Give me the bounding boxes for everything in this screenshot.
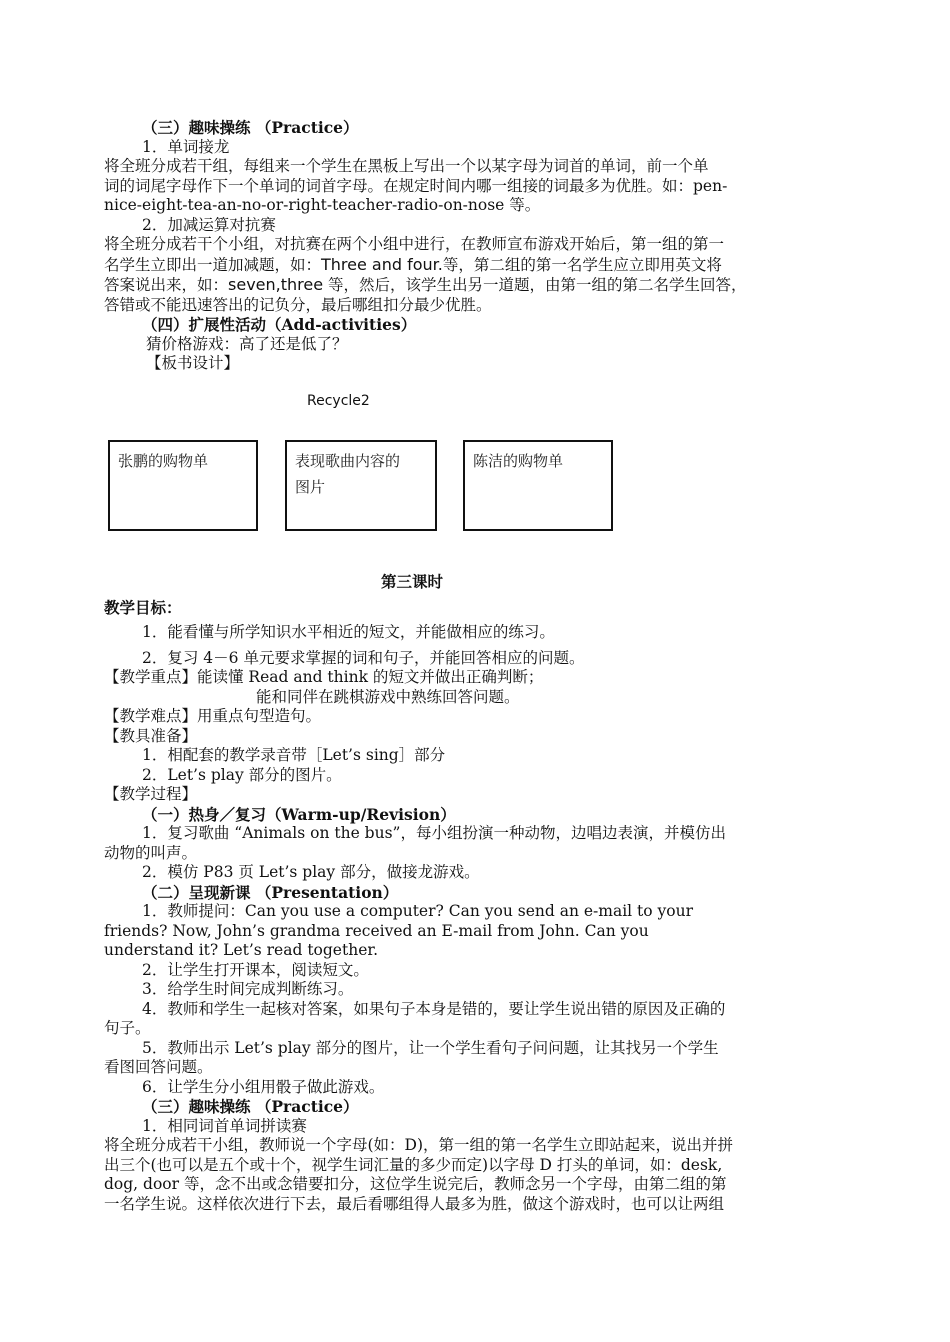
text-span: 等，第二组的第一名学生应立即用英文将 [442, 255, 722, 274]
section-heading: （二）呈现新课 （Presentation） [142, 882, 399, 902]
paragraph-line: 5．教师出示 Let’s play 部分的图片，让一个学生看句子问问题，让其找另一个学生 [142, 1038, 719, 1057]
paragraph-line: nice-eight-tea-an-no-or-right-teacher-radio-on-nose 等。 [104, 196, 541, 214]
paragraph-line: 将全班分成若干组，每组来一个学生在黑板上写出一个以某字母为词首的单词，前一个单 [104, 157, 709, 175]
text-span: seven,three [228, 275, 324, 294]
box-label: 张鹏的购物单 [118, 452, 209, 470]
paragraph-line: dog, door 等，念不出或念错要扣分，这位学生说完后，教师念另一个字母，由第二组的第 [104, 1175, 727, 1193]
paragraph-line: 2．模仿 P83 页 Let’s play 部分，做接龙游戏。 [142, 863, 480, 881]
section-heading: （一）热身／复习（Warm-up/Revision） [142, 804, 456, 824]
paragraph-line [104, 275, 848, 296]
paragraph-line: 动物的叫声。 [104, 843, 198, 862]
box-label: 图片 [295, 478, 326, 496]
item-title: 2．加减运算对抗赛 [142, 215, 276, 234]
board-title: Recycle2 [307, 393, 370, 409]
paragraph-line: 答错或不能迅速答出的记负分，最后哪组扣分最少优胜。 [104, 295, 492, 314]
tool-item: 2．Let’s play 部分的图片。 [142, 765, 342, 784]
section-heading: （四）扩展性活动（Add-activities） [142, 315, 417, 334]
paragraph-line: 1．教师提问：Can you use a computer? Can you send an e-mail to your [142, 902, 694, 920]
paragraph-line: 1．复习歌曲 “Animals on the bus”，每小组扮演一种动物，边唱边表演，并模仿出 [142, 824, 726, 842]
paragraph-line: 4．教师和学生一起核对答案，如果句子本身是错的，要让学生说出错的原因及正确的 [142, 999, 726, 1018]
paragraph-line: 将全班分成若干个小组，对抗赛在两个小组中进行，在教师宣布游戏开始后，第一组的第一 [104, 235, 725, 253]
section-heading: （三）趣味操练 （Practice） [142, 1097, 359, 1116]
section-heading: （三）趣味操练 （Practice） [142, 118, 359, 137]
paragraph-line: 句子。 [104, 1019, 151, 1037]
lesson-title: 第三课时 [380, 572, 443, 591]
paragraph-line: 看图回答问题。 [104, 1058, 213, 1076]
paragraph-line: 出三个(也可以是五个或十个，视学生词汇量的多少而定)以字母 D 打头的单词，如：desk, [104, 1155, 723, 1174]
board-box-song-pictures [285, 440, 437, 531]
paragraph-line: 3．给学生时间完成判断练习。 [142, 980, 354, 998]
paragraph-line: 猜价格游戏：高了还是低了？ [146, 334, 348, 353]
box-label: 陈洁的购物单 [473, 452, 564, 470]
board-box-zhangpeng [108, 440, 258, 531]
key-points-cont: 能和同伴在跳棋游戏中熟练回答问题。 [256, 687, 520, 706]
key-points: 【教学重点】能读懂 Read and think 的短文并做出正确判断； [104, 668, 544, 686]
board-design-label: 【板书设计】 [146, 354, 240, 372]
paragraph-line: friends? Now, John’s grandma received an E-mail from John. Can you [104, 921, 649, 940]
objectives-label: 教学目标： [104, 597, 182, 617]
paragraph-line: 2．让学生打开课本，阅读短文。 [142, 960, 369, 979]
document-page [104, 118, 848, 374]
text-span: Three and four. [321, 254, 443, 274]
tools-label: 【教具准备】 [104, 726, 198, 745]
lesson-3 [104, 572, 848, 1214]
paragraph-line: understand it? Let’s read together. [104, 941, 378, 959]
objective-item: 2．复习 4－6 单元要求掌握的词和句子，并能回答相应的问题。 [142, 648, 585, 667]
item-title: 1．单词接龙 [142, 137, 230, 156]
paragraph-line: 一名学生说。这样依次进行下去，最后看哪组得人最多为胜，做这个游戏时，也可以让两组 [104, 1194, 725, 1213]
difficulty: 【教学难点】用重点句型造句。 [104, 707, 322, 725]
paragraph-line: 6．让学生分小组用骰子做此游戏。 [142, 1077, 385, 1096]
box-label: 表现歌曲内容的 [295, 452, 401, 470]
paragraph-line [104, 255, 848, 276]
paragraph-line: 词的词尾字母作下一个单词的词首字母。在规定时间内哪一组接的词最多为优胜。如：pen- [104, 176, 728, 195]
board-box-chenjie [463, 440, 613, 531]
process-label: 【教学过程】 [104, 785, 198, 803]
text-span: 名学生立即出一道加减题，如： [104, 255, 322, 274]
text-span: 答案说出来，如： [104, 276, 229, 294]
tool-item: 1．相配套的教学录音带［Let’s sing］部分 [142, 746, 446, 764]
item-title: 1．相同词首单词拼读赛 [142, 1116, 307, 1135]
paragraph-line: 将全班分成若干小组，教师说一个字母(如：D)，第一组的第一名学生立即站起来，说出并拼 [104, 1136, 734, 1154]
text-span: 等，然后，该学生出另一道题，由第一组的第二名学生回答， [323, 276, 747, 294]
objective-item: 1．能看懂与所学知识水平相近的短文，并能做相应的练习。 [142, 623, 555, 641]
